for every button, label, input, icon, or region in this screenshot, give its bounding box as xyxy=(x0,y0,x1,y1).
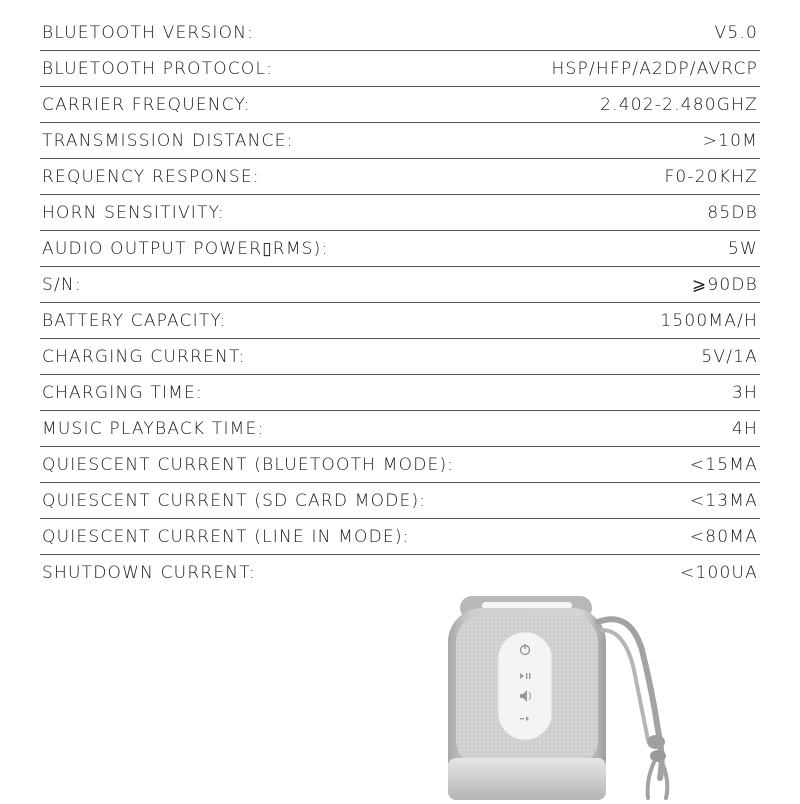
spec-label: MUSIC PLAYBACK TIME: xyxy=(42,418,265,439)
spec-row-carrier-frequency xyxy=(40,87,760,123)
speaker-bottom-band xyxy=(448,758,606,800)
spec-value: HSP/HFP/A2DP/AVRCP xyxy=(551,58,758,79)
spec-label: TRANSMISSION DISTANCE: xyxy=(42,130,294,151)
spec-value: 4H xyxy=(732,418,758,439)
spec-row-quiescent-sd-card xyxy=(40,483,760,519)
spec-value: V5.0 xyxy=(714,22,758,43)
spec-label: CHARGING TIME: xyxy=(42,382,203,403)
spec-label: AUDIO OUTPUT POWER▯RMS): xyxy=(42,238,329,259)
spec-value: <100UA xyxy=(680,563,758,583)
spec-label: BLUETOOTH PROTOCOL: xyxy=(42,58,274,79)
spec-label: REQUENCY RESPONSE: xyxy=(42,166,260,187)
spec-row-shutdown-current xyxy=(40,555,760,591)
spec-value: 5W xyxy=(727,238,758,259)
spec-row-horn-sensitivity xyxy=(40,195,760,231)
spec-value: 2.402-2.480GHZ xyxy=(600,94,758,115)
spec-value: 5V/1A xyxy=(701,346,758,367)
spec-label: CHARGING CURRENT: xyxy=(42,346,246,367)
spec-row-charging-current xyxy=(40,339,760,375)
spec-value: <15MA xyxy=(689,454,758,475)
spec-label: HORN SENSITIVITY: xyxy=(42,202,225,223)
spec-row-bluetooth-version xyxy=(40,15,760,51)
spec-label: SHUTDOWN CURRENT: xyxy=(42,563,256,583)
speaker-illustration xyxy=(420,590,710,800)
spec-value: 85DB xyxy=(707,202,758,223)
spec-row-quiescent-line-in xyxy=(40,519,760,555)
spec-row-music-playback-time xyxy=(40,411,760,447)
spec-table xyxy=(40,15,760,591)
spec-row-frequency-response xyxy=(40,159,760,195)
spec-value: <13MA xyxy=(689,490,758,511)
spec-label: QUIESCENT CURRENT (BLUETOOTH MODE): xyxy=(42,454,455,475)
spec-row-audio-output-power xyxy=(40,231,760,267)
spec-value: F0-20KHZ xyxy=(664,166,758,187)
spec-label: BLUETOOTH VERSION: xyxy=(42,22,255,43)
speaker-product-image xyxy=(420,590,710,800)
spec-value: 3H xyxy=(732,382,758,403)
spec-value: 1500MA/H xyxy=(660,310,758,331)
spec-label: QUIESCENT CURRENT (LINE IN MODE): xyxy=(42,526,410,547)
strap-knot xyxy=(647,735,667,798)
spec-row-quiescent-bluetooth xyxy=(40,447,760,483)
spec-row-bluetooth-protocol xyxy=(40,51,760,87)
speaker-top-highlight xyxy=(482,602,572,609)
spec-value: <80MA xyxy=(689,526,758,547)
spec-row-battery-capacity xyxy=(40,303,760,339)
spec-value: >10M xyxy=(702,130,758,151)
spec-value: ⩾90DB xyxy=(691,274,758,295)
spec-label: S/N: xyxy=(42,274,82,295)
spec-row-signal-noise xyxy=(40,267,760,303)
spec-label: BATTERY CAPACITY: xyxy=(42,310,227,331)
spec-label: QUIESCENT CURRENT (SD CARD MODE): xyxy=(42,490,427,511)
spec-label: CARRIER FREQUENCY: xyxy=(42,94,251,115)
spec-row-transmission-distance xyxy=(40,123,760,159)
spec-row-charging-time xyxy=(40,375,760,411)
